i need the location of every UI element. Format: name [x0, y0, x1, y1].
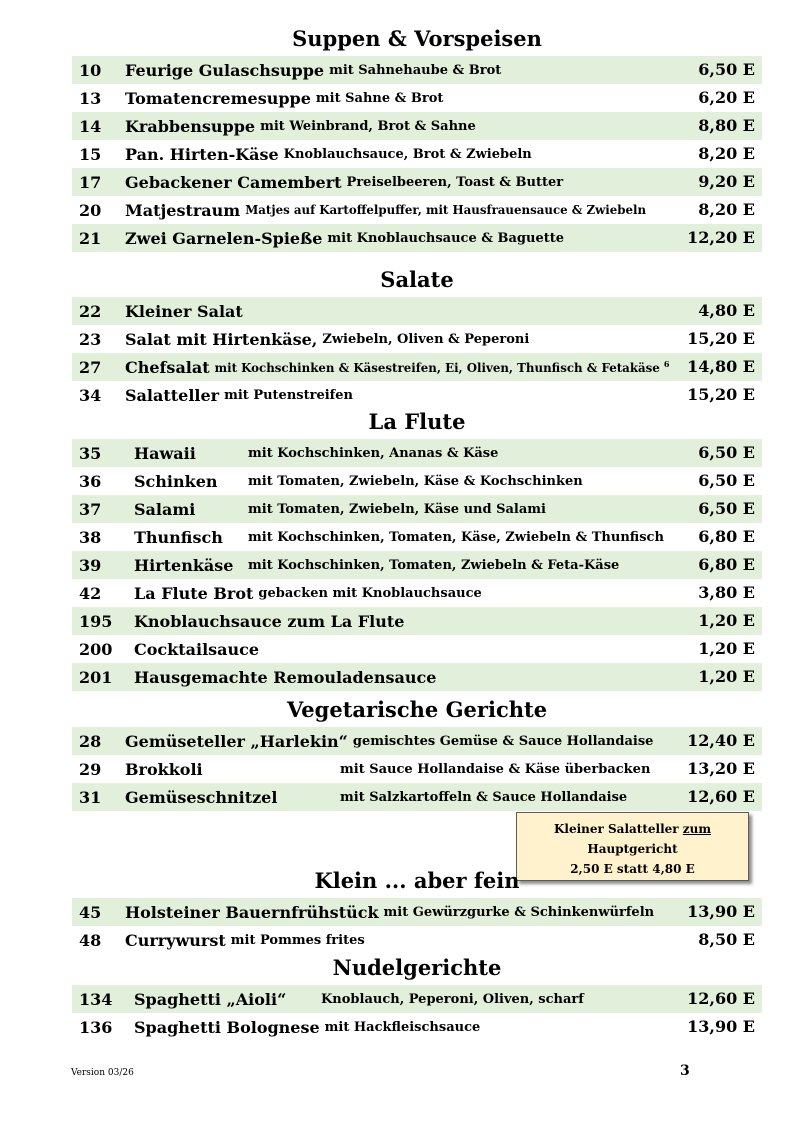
item-price: 13,20 E	[687, 759, 755, 778]
menu-row	[72, 353, 762, 381]
item-description: Matjes auf Kartoffelpuffer, mit Hausfrauensauce & Zwiebeln	[245, 203, 647, 217]
menu-row	[72, 663, 762, 691]
item-description: Zwiebeln, Oliven & Peperoni	[322, 331, 530, 347]
menu-row	[72, 196, 762, 224]
item-number: 48	[79, 930, 102, 950]
item-price: 1,20 E	[698, 611, 755, 630]
item-description: Preiselbeeren, Toast & Butter	[346, 174, 564, 190]
item-name: Gemüseteller „Harlekin“	[125, 731, 348, 751]
item-name: Salatteller	[125, 385, 220, 405]
menu-row	[72, 985, 762, 1013]
item-description: mit Kochschinken, Ananas & Käse	[248, 445, 499, 461]
item-number: 20	[79, 200, 102, 220]
item-name: Brokkoli	[125, 759, 203, 779]
note-line-1	[517, 819, 748, 839]
item-name: Cocktailsauce	[134, 639, 260, 659]
item-number: 35	[79, 443, 102, 463]
section-title-flute: La Flute	[368, 409, 466, 434]
item-name: Holsteiner Bauernfrühstück	[125, 902, 379, 922]
item-number: 28	[79, 731, 102, 751]
item-price: 1,20 E	[698, 639, 755, 658]
item-price: 9,20 E	[698, 172, 755, 191]
item-number: 195	[79, 611, 113, 631]
section-title-klein: Klein ... aber fein	[314, 868, 520, 893]
item-description: mit Sahne & Brot	[315, 90, 444, 106]
menu-row	[72, 523, 762, 551]
page-number: 3	[680, 1063, 690, 1079]
version-label: Version 03/26	[71, 1068, 134, 1078]
item-number: 15	[79, 144, 102, 164]
menu-row	[72, 495, 762, 523]
item-price: 6,50 E	[698, 471, 755, 490]
item-name: Salami	[134, 499, 196, 519]
item-price: 6,50 E	[698, 499, 755, 518]
note-line-3: 2,50 E statt 4,80 E	[570, 862, 695, 876]
item-description: gemischtes Gemüse & Sauce Hollandaise	[352, 733, 654, 749]
item-price: 14,80 E	[687, 357, 755, 376]
menu-row	[72, 551, 762, 579]
item-number: 22	[79, 301, 102, 321]
item-name: Spaghetti Bolognese	[134, 1017, 320, 1037]
item-price: 12,60 E	[687, 989, 755, 1008]
item-name: Spaghetti „Aioli“	[134, 989, 287, 1009]
menu-row	[72, 168, 762, 196]
item-description: mit Tomaten, Zwiebeln, Käse & Kochschinken	[248, 473, 583, 489]
item-price: 4,80 E	[698, 301, 755, 320]
item-price: 6,50 E	[698, 60, 755, 79]
section-title-suppen: Suppen & Vorspeisen	[292, 26, 542, 51]
item-name: Krabbensuppe	[125, 116, 256, 136]
menu-row	[72, 224, 762, 252]
item-description: mit Gewürzgurke & Schinkenwürfeln	[383, 904, 655, 920]
item-description-text: mit Kochschinken & Käsestreifen, Ei, Oliven, Thunfisch & Fetakäse	[214, 360, 660, 375]
item-price: 1,20 E	[698, 667, 755, 686]
item-price: 12,20 E	[687, 228, 755, 247]
item-name: Hausgemachte Remouladensauce	[134, 667, 437, 687]
item-name: Currywurst	[125, 930, 226, 950]
section-title-salate: Salate	[380, 267, 454, 292]
item-number: 14	[79, 116, 102, 136]
menu-row	[72, 579, 762, 607]
menu-row	[72, 297, 762, 325]
item-name: Chefsalat	[125, 357, 210, 377]
item-number: 134	[79, 989, 113, 1009]
item-price: 3,80 E	[698, 583, 755, 602]
item-price: 15,20 E	[687, 385, 755, 404]
item-description: Knoblauch, Peperoni, Oliven, scharf	[321, 991, 584, 1007]
item-name: Gebackener Camembert	[125, 172, 342, 192]
item-price: 12,40 E	[687, 731, 755, 750]
item-price: 12,60 E	[687, 787, 755, 806]
item-number: 200	[79, 639, 113, 659]
item-description: gebacken mit Knoblauchsauce	[258, 585, 482, 601]
item-price: 8,80 E	[698, 116, 755, 135]
note-line-2: Hauptgericht	[587, 842, 678, 856]
item-name: Gemüseschnitzel	[125, 787, 278, 807]
item-name: Schinken	[134, 471, 218, 491]
item-name: Matjestraum	[125, 200, 241, 220]
item-description: mit Kochschinken, Tomaten, Zwiebeln & Feta-Käse	[248, 557, 620, 573]
item-name: Hirtenkäse	[134, 555, 234, 575]
note-line-1-underlined: zum	[682, 822, 712, 836]
item-price: 6,80 E	[698, 555, 755, 574]
item-description: mit Sahnehaube & Brot	[329, 62, 502, 78]
menu-row	[72, 140, 762, 168]
section-title-vegetarisch: Vegetarische Gerichte	[286, 697, 548, 722]
item-description: mit Weinbrand, Brot & Sahne	[260, 118, 476, 134]
menu-row	[72, 727, 762, 755]
item-description: mit Salzkartoffeln & Sauce Hollandaise	[340, 789, 628, 805]
item-number: 29	[79, 759, 102, 779]
item-description: mit Kochschinken, Tomaten, Käse, Zwiebeln & Thunfisch	[248, 529, 664, 545]
menu-row	[72, 1013, 762, 1041]
item-price: 15,20 E	[687, 329, 755, 348]
item-price: 8,20 E	[698, 144, 755, 163]
item-name: Knoblauchsauce zum La Flute	[134, 611, 405, 631]
note-line-1-text: Kleiner Salatteller	[553, 822, 679, 836]
item-name: Feurige Gulaschsuppe	[125, 60, 325, 80]
item-number: 37	[79, 499, 102, 519]
item-description: mit Tomaten, Zwiebeln, Käse und Salami	[248, 501, 546, 517]
item-number: 13	[79, 88, 102, 108]
item-number: 34	[79, 385, 102, 405]
item-name: Tomatencremesuppe	[125, 88, 311, 108]
item-description: mit Knoblauchsauce & Baguette	[327, 230, 565, 246]
menu-row	[72, 56, 762, 84]
item-number: 10	[79, 60, 102, 80]
item-name: Hawaii	[134, 443, 196, 463]
item-number: 39	[79, 555, 102, 575]
item-number: 42	[79, 583, 102, 603]
menu-row	[72, 84, 762, 112]
item-number: 45	[79, 902, 102, 922]
menu-row	[72, 783, 762, 811]
item-price: 6,80 E	[698, 527, 755, 546]
item-description: mit Hackfleischsauce	[324, 1019, 481, 1035]
item-number: 38	[79, 527, 102, 547]
item-price: 8,20 E	[698, 200, 755, 219]
item-price: 13,90 E	[687, 1017, 755, 1036]
menu-row	[72, 381, 762, 409]
item-name: Kleiner Salat	[125, 301, 243, 321]
item-number: 23	[79, 329, 102, 349]
item-name: Salat mit Hirtenkäse,	[125, 329, 318, 349]
item-price: 6,20 E	[698, 88, 755, 107]
section-title-nudeln: Nudelgerichte	[332, 955, 502, 980]
menu-row	[72, 898, 762, 926]
menu-row	[72, 112, 762, 140]
item-price: 6,50 E	[698, 443, 755, 462]
item-number: 31	[79, 787, 102, 807]
item-name: Thunfisch	[134, 527, 223, 547]
item-number: 36	[79, 471, 102, 491]
item-name: Zwei Garnelen-Spieße	[125, 228, 323, 248]
menu-row	[72, 439, 762, 467]
item-number: 136	[79, 1017, 113, 1037]
menu-row	[72, 607, 762, 635]
item-price: 13,90 E	[687, 902, 755, 921]
item-description: mit Putenstreifen	[224, 387, 353, 403]
item-number: 201	[79, 667, 113, 687]
item-description: mit Sauce Hollandaise & Käse überbacken	[340, 761, 651, 777]
item-description	[215, 359, 670, 375]
item-number: 21	[79, 228, 102, 248]
menu-row	[72, 325, 762, 353]
item-description: Knoblauchsauce, Brot & Zwiebeln	[283, 146, 532, 162]
item-price: 8,50 E	[698, 930, 755, 949]
menu-row	[72, 467, 762, 495]
menu-row	[72, 755, 762, 783]
item-number: 17	[79, 172, 102, 192]
item-name: La Flute Brot	[134, 583, 254, 603]
item-description: mit Pommes frites	[230, 932, 365, 948]
menu-row	[72, 635, 762, 663]
item-name: Pan. Hirten-Käse	[125, 144, 279, 164]
menu-row	[72, 926, 762, 954]
allergen-footnote: 6	[663, 359, 670, 370]
item-number: 27	[79, 357, 102, 377]
